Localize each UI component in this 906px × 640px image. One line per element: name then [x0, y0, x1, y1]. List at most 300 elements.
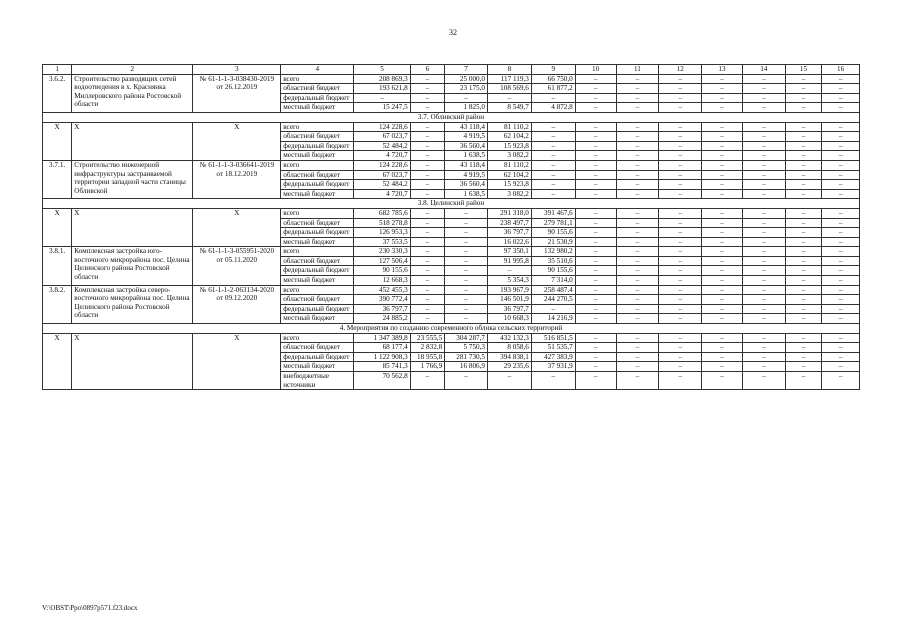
amount-cell: 91 995,8	[488, 256, 532, 266]
amount-cell: –	[575, 333, 616, 343]
amount-cell: –	[742, 372, 785, 390]
amount-cell: –	[659, 170, 702, 180]
amount-cell: –	[742, 93, 785, 103]
amount-cell: 126 953,3	[354, 228, 410, 238]
amount-cell: –	[616, 314, 659, 324]
amount-cell: 4 919,5	[445, 132, 488, 142]
amount-cell: –	[702, 74, 743, 84]
amount-cell: 15 247,5	[354, 103, 410, 113]
amount-cell: –	[742, 285, 785, 295]
amount-cell: –	[616, 208, 659, 218]
amount-cell: 516 851,5	[531, 333, 575, 343]
amount-cell: –	[410, 132, 444, 142]
amount-cell: –	[742, 84, 785, 94]
amount-cell: –	[410, 295, 444, 305]
amount-cell: –	[785, 266, 822, 276]
amount-cell: –	[659, 103, 702, 113]
amount-cell: –	[702, 304, 743, 314]
amount-cell: –	[410, 372, 444, 390]
amount-cell: 37 553,5	[354, 237, 410, 247]
amount-cell: 124 228,6	[354, 160, 410, 170]
funding-source: областной бюджет	[281, 170, 354, 180]
amount-cell: 244 270,5	[531, 295, 575, 305]
financing-table	[42, 64, 860, 390]
amount-cell: –	[822, 103, 860, 113]
amount-cell: –	[488, 372, 532, 390]
amount-cell: –	[742, 247, 785, 257]
amount-cell: –	[702, 352, 743, 362]
amount-cell: –	[616, 180, 659, 190]
amount-cell: 1 638,5	[445, 151, 488, 161]
amount-cell: 1 347 389,8	[354, 333, 410, 343]
amount-cell: –	[575, 74, 616, 84]
column-number: 9	[531, 65, 575, 75]
amount-cell: –	[659, 343, 702, 353]
amount-cell: –	[410, 170, 444, 180]
amount-cell: 36 797,7	[488, 304, 532, 314]
amount-cell: –	[410, 122, 444, 132]
amount-cell: –	[616, 285, 659, 295]
column-number: 11	[616, 65, 659, 75]
amount-cell: –	[742, 180, 785, 190]
amount-cell: 90 155,6	[531, 266, 575, 276]
funding-source: местный бюджет	[281, 314, 354, 324]
funding-source: федеральный бюджет	[281, 93, 354, 103]
amount-cell: –	[575, 304, 616, 314]
funding-source: федеральный бюджет	[281, 228, 354, 238]
amount-cell: –	[575, 295, 616, 305]
amount-cell: –	[822, 151, 860, 161]
amount-cell: –	[822, 237, 860, 247]
amount-cell: –	[616, 304, 659, 314]
amount-cell: –	[445, 93, 488, 103]
amount-cell: 23 555,5	[410, 333, 444, 343]
amount-cell: –	[445, 208, 488, 218]
amount-cell: 1 122 908,3	[354, 352, 410, 362]
column-number: 6	[410, 65, 444, 75]
amount-cell: –	[785, 74, 822, 84]
amount-cell: –	[531, 93, 575, 103]
amount-cell: 97 350,1	[488, 247, 532, 257]
amount-cell: 390 772,4	[354, 295, 410, 305]
column-number-row	[43, 65, 860, 75]
item-name: Х	[72, 333, 193, 390]
amount-cell: 35 510,6	[531, 256, 575, 266]
amount-cell: –	[659, 256, 702, 266]
amount-cell: –	[659, 295, 702, 305]
amount-cell: –	[659, 276, 702, 286]
amount-cell: –	[742, 141, 785, 151]
amount-cell: –	[785, 151, 822, 161]
amount-cell: 12 668,3	[354, 276, 410, 286]
section-title: 3.7. Обливский район	[43, 112, 860, 122]
amount-cell: –	[575, 132, 616, 142]
amount-cell: –	[616, 84, 659, 94]
amount-cell: –	[616, 343, 659, 353]
amount-cell: –	[822, 295, 860, 305]
funding-source: областной бюджет	[281, 295, 354, 305]
funding-source: всего	[281, 333, 354, 343]
funding-source: всего	[281, 74, 354, 84]
amount-cell: –	[531, 372, 575, 390]
amount-cell: –	[822, 285, 860, 295]
amount-cell: –	[575, 122, 616, 132]
project-document: Х	[193, 122, 281, 160]
amount-cell: –	[531, 170, 575, 180]
amount-cell: –	[785, 352, 822, 362]
amount-cell: 4 720,7	[354, 151, 410, 161]
amount-cell: –	[659, 160, 702, 170]
amount-cell: –	[822, 304, 860, 314]
amount-cell: –	[410, 304, 444, 314]
amount-cell: –	[785, 93, 822, 103]
amount-cell: –	[659, 266, 702, 276]
amount-cell: –	[659, 208, 702, 218]
item-name: Х	[72, 122, 193, 160]
amount-cell: –	[659, 285, 702, 295]
item-number: 3.6.2.	[43, 74, 72, 112]
amount-cell: –	[785, 304, 822, 314]
amount-cell: 452 455,3	[354, 285, 410, 295]
amount-cell: –	[785, 285, 822, 295]
amount-cell: –	[575, 180, 616, 190]
amount-cell: –	[531, 180, 575, 190]
amount-cell: 432 132,3	[488, 333, 532, 343]
amount-cell: –	[445, 247, 488, 257]
amount-cell: –	[659, 151, 702, 161]
amount-cell: 10 668,3	[488, 314, 532, 324]
amount-cell: 15 923,8	[488, 180, 532, 190]
project-document: Х	[193, 333, 281, 390]
amount-cell: –	[659, 93, 702, 103]
column-number: 13	[702, 65, 743, 75]
amount-cell: –	[742, 352, 785, 362]
amount-cell: –	[575, 103, 616, 113]
funding-source: местный бюджет	[281, 276, 354, 286]
amount-cell: –	[785, 84, 822, 94]
amount-cell: –	[822, 343, 860, 353]
amount-cell: –	[659, 84, 702, 94]
amount-cell: –	[575, 208, 616, 218]
funding-source: всего	[281, 122, 354, 132]
amount-cell: –	[616, 266, 659, 276]
amount-cell: –	[410, 74, 444, 84]
amount-cell: 70 562,8	[354, 372, 410, 390]
amount-cell: –	[575, 256, 616, 266]
amount-cell: –	[531, 151, 575, 161]
project-document: Х	[193, 208, 281, 246]
amount-cell: –	[785, 218, 822, 228]
amount-cell: –	[822, 84, 860, 94]
amount-cell: –	[742, 228, 785, 238]
amount-cell: 16 022,6	[488, 237, 532, 247]
amount-cell: –	[785, 180, 822, 190]
amount-cell: 193 967,9	[488, 285, 532, 295]
amount-cell: 427 383,9	[531, 352, 575, 362]
amount-cell: 146 501,9	[488, 295, 532, 305]
table-row	[43, 247, 860, 257]
amount-cell: –	[445, 276, 488, 286]
funding-source: внебюджетные источники	[281, 372, 354, 390]
amount-cell: –	[410, 237, 444, 247]
amount-cell: –	[410, 256, 444, 266]
amount-cell: –	[742, 295, 785, 305]
amount-cell: 304 287,7	[445, 333, 488, 343]
amount-cell: 90 155,6	[354, 266, 410, 276]
amount-cell: –	[531, 304, 575, 314]
amount-cell: –	[659, 141, 702, 151]
amount-cell: 394 838,1	[488, 352, 532, 362]
amount-cell: –	[575, 189, 616, 199]
table-row	[43, 333, 860, 343]
amount-cell: –	[742, 208, 785, 218]
amount-cell: –	[659, 352, 702, 362]
amount-cell: –	[616, 362, 659, 372]
column-number: 15	[785, 65, 822, 75]
amount-cell: –	[702, 189, 743, 199]
amount-cell: –	[785, 141, 822, 151]
amount-cell: 281 730,5	[445, 352, 488, 362]
amount-cell: –	[785, 122, 822, 132]
amount-cell: –	[445, 314, 488, 324]
project-document: № 61-1-1-3-055951-2020 от 05.11.2020	[193, 247, 281, 285]
section-title: 4. Мероприятия по созданию современного облика сельских территорий	[43, 324, 860, 334]
amount-cell: 4 872,8	[531, 103, 575, 113]
item-name: Строительство разводящих сетей водоотведения в х. Краснянка Миллеровского района Ростовской области	[72, 74, 193, 112]
table-row	[43, 208, 860, 218]
amount-cell: 81 110,2	[488, 160, 532, 170]
amount-cell: 62 104,2	[488, 170, 532, 180]
amount-cell: 81 110,2	[488, 122, 532, 132]
amount-cell: –	[659, 314, 702, 324]
amount-cell: 52 484,2	[354, 180, 410, 190]
amount-cell: –	[445, 237, 488, 247]
amount-cell: 61 877,2	[531, 84, 575, 94]
amount-cell: –	[659, 228, 702, 238]
amount-cell: –	[616, 93, 659, 103]
project-document: № 61-1-1-3-036641-2019 от 18.12.2019	[193, 160, 281, 198]
amount-cell: 2 832,8	[410, 343, 444, 353]
amount-cell: –	[410, 84, 444, 94]
amount-cell: –	[742, 132, 785, 142]
amount-cell: –	[659, 132, 702, 142]
funding-source: федеральный бюджет	[281, 180, 354, 190]
amount-cell: –	[410, 189, 444, 199]
amount-cell: –	[616, 295, 659, 305]
funding-source: областной бюджет	[281, 132, 354, 142]
amount-cell: –	[659, 180, 702, 190]
amount-cell: –	[785, 314, 822, 324]
funding-source: всего	[281, 247, 354, 257]
amount-cell: –	[616, 256, 659, 266]
amount-cell: –	[785, 247, 822, 257]
amount-cell: –	[742, 170, 785, 180]
amount-cell: –	[702, 218, 743, 228]
amount-cell: 108 569,6	[488, 84, 532, 94]
table-row	[43, 74, 860, 84]
column-number: 3	[193, 65, 281, 75]
amount-cell: –	[702, 295, 743, 305]
amount-cell: –	[742, 189, 785, 199]
amount-cell: –	[785, 189, 822, 199]
amount-cell: 117 119,3	[488, 74, 532, 84]
amount-cell: –	[410, 141, 444, 151]
amount-cell: –	[659, 237, 702, 247]
amount-cell: 238 497,7	[488, 218, 532, 228]
amount-cell: –	[616, 141, 659, 151]
amount-cell: –	[575, 218, 616, 228]
column-number: 12	[659, 65, 702, 75]
amount-cell: –	[822, 122, 860, 132]
amount-cell: 36 560,4	[445, 141, 488, 151]
amount-cell: –	[410, 208, 444, 218]
amount-cell: –	[822, 372, 860, 390]
amount-cell: 36 560,4	[445, 180, 488, 190]
amount-cell: –	[410, 151, 444, 161]
amount-cell: –	[354, 93, 410, 103]
amount-cell: 8 549,7	[488, 103, 532, 113]
column-number: 16	[822, 65, 860, 75]
amount-cell: –	[785, 237, 822, 247]
amount-cell: –	[702, 208, 743, 218]
amount-cell: –	[702, 276, 743, 286]
amount-cell: –	[822, 141, 860, 151]
amount-cell: 21 530,9	[531, 237, 575, 247]
amount-cell: –	[822, 256, 860, 266]
amount-cell: –	[822, 208, 860, 218]
amount-cell: –	[575, 372, 616, 390]
amount-cell: –	[575, 352, 616, 362]
amount-cell: 23 175,0	[445, 84, 488, 94]
amount-cell: –	[742, 266, 785, 276]
amount-cell: –	[659, 247, 702, 257]
amount-cell: –	[702, 343, 743, 353]
amount-cell: 43 118,4	[445, 122, 488, 132]
amount-cell: –	[742, 122, 785, 132]
amount-cell: –	[785, 295, 822, 305]
item-number: Х	[43, 208, 72, 246]
amount-cell: –	[410, 285, 444, 295]
section-row	[43, 112, 860, 122]
amount-cell: –	[488, 266, 532, 276]
amount-cell: –	[616, 352, 659, 362]
amount-cell: 518 278,8	[354, 218, 410, 228]
funding-source: местный бюджет	[281, 151, 354, 161]
amount-cell: 52 484,2	[354, 141, 410, 151]
funding-source: областной бюджет	[281, 84, 354, 94]
amount-cell: –	[822, 352, 860, 362]
amount-cell: –	[616, 151, 659, 161]
funding-source: всего	[281, 208, 354, 218]
funding-source: местный бюджет	[281, 103, 354, 113]
amount-cell: –	[575, 160, 616, 170]
amount-cell: –	[742, 333, 785, 343]
amount-cell: –	[616, 132, 659, 142]
amount-cell: –	[742, 237, 785, 247]
amount-cell: –	[531, 189, 575, 199]
amount-cell: –	[822, 218, 860, 228]
amount-cell: –	[659, 372, 702, 390]
amount-cell: –	[742, 151, 785, 161]
section-row	[43, 199, 860, 209]
table-row	[43, 285, 860, 295]
amount-cell: –	[822, 93, 860, 103]
amount-cell: 682 785,6	[354, 208, 410, 218]
amount-cell: –	[616, 237, 659, 247]
amount-cell: –	[616, 218, 659, 228]
amount-cell: –	[742, 74, 785, 84]
funding-source: местный бюджет	[281, 362, 354, 372]
amount-cell: –	[575, 84, 616, 94]
amount-cell: –	[410, 228, 444, 238]
amount-cell: –	[822, 180, 860, 190]
funding-source: всего	[281, 285, 354, 295]
amount-cell: –	[410, 93, 444, 103]
amount-cell: –	[702, 103, 743, 113]
amount-cell: –	[742, 256, 785, 266]
amount-cell: –	[616, 103, 659, 113]
amount-cell: 14 216,9	[531, 314, 575, 324]
amount-cell: –	[785, 160, 822, 170]
amount-cell: –	[575, 343, 616, 353]
amount-cell: 124 228,6	[354, 122, 410, 132]
amount-cell: 4 720,7	[354, 189, 410, 199]
column-number: 1	[43, 65, 72, 75]
amount-cell: 5 354,3	[488, 276, 532, 286]
amount-cell: –	[785, 228, 822, 238]
amount-cell: –	[616, 372, 659, 390]
amount-cell: –	[702, 247, 743, 257]
amount-cell: –	[659, 304, 702, 314]
item-name: Комплексная застройка юго-восточного микрорайона пос. Целина Целинского района Ростовской области	[72, 247, 193, 285]
amount-cell: –	[616, 122, 659, 132]
amount-cell: –	[702, 132, 743, 142]
amount-cell: –	[822, 276, 860, 286]
amount-cell: –	[702, 228, 743, 238]
table-row	[43, 122, 860, 132]
amount-cell: –	[822, 228, 860, 238]
amount-cell: –	[410, 266, 444, 276]
item-number: 3.7.1.	[43, 160, 72, 198]
item-name: Х	[72, 208, 193, 246]
amount-cell: –	[659, 218, 702, 228]
amount-cell: –	[616, 189, 659, 199]
amount-cell: –	[575, 362, 616, 372]
amount-cell: 291 318,0	[488, 208, 532, 218]
amount-cell: –	[445, 218, 488, 228]
amount-cell: –	[445, 266, 488, 276]
funding-source: федеральный бюджет	[281, 352, 354, 362]
amount-cell: –	[575, 266, 616, 276]
amount-cell: –	[742, 103, 785, 113]
amount-cell: 24 885,2	[354, 314, 410, 324]
amount-cell: 279 781,1	[531, 218, 575, 228]
amount-cell: –	[445, 304, 488, 314]
amount-cell: –	[702, 141, 743, 151]
amount-cell: –	[410, 314, 444, 324]
amount-cell: –	[702, 256, 743, 266]
amount-cell: –	[785, 170, 822, 180]
amount-cell: –	[702, 314, 743, 324]
amount-cell: –	[702, 237, 743, 247]
amount-cell: –	[445, 295, 488, 305]
amount-cell: –	[531, 132, 575, 142]
amount-cell: –	[822, 189, 860, 199]
amount-cell: –	[575, 93, 616, 103]
amount-cell: –	[702, 151, 743, 161]
amount-cell: 68 177,4	[354, 343, 410, 353]
amount-cell: –	[785, 362, 822, 372]
